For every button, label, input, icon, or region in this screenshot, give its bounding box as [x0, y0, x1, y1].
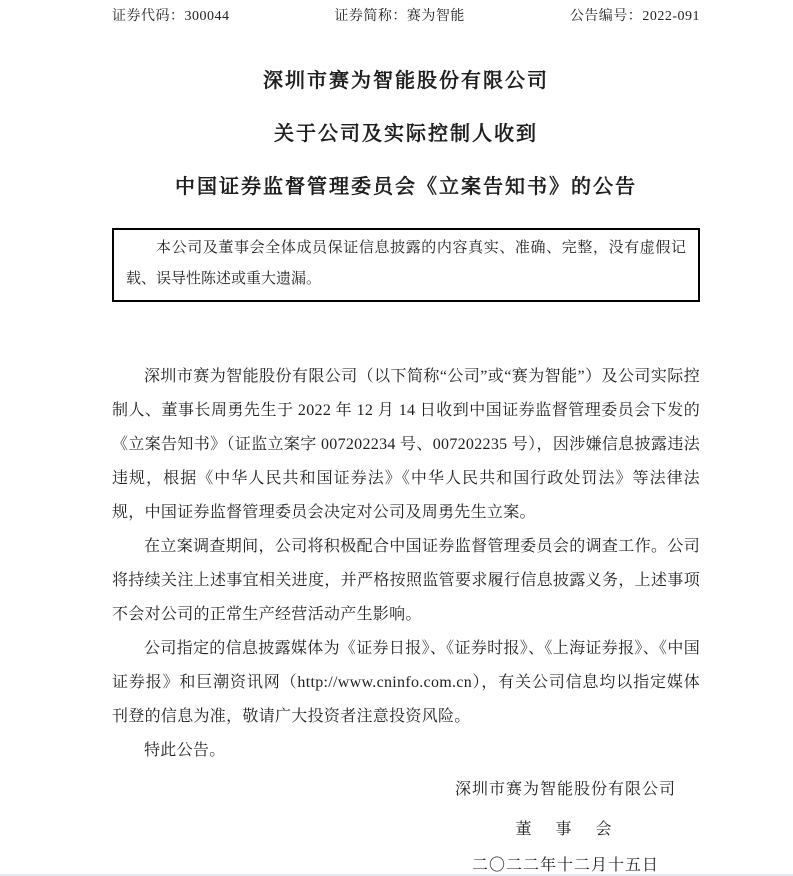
announcement-number-value: 2022-091 — [642, 9, 700, 24]
stock-code-label: 证券代码： — [112, 9, 185, 24]
document-header — [112, 8, 700, 26]
announcement-number-label: 公告编号： — [569, 9, 643, 24]
body-paragraph: 公司指定的信息披露媒体为《证券日报》、《证券时报》、《上海证券报》、《中国证券报》和巨潮资讯网（http://www.cninfo.com.cn），有关公司信息均以指定媒体刊登的信息为准，敬请广大投资者注意投资风险。 — [112, 640, 700, 725]
title-line-notice: 中国证券监督管理委员会《立案告知书》的公告 — [175, 176, 637, 198]
signature-company: 深圳市赛为智能股份有限公司 — [454, 781, 676, 798]
disclaimer-box — [112, 228, 700, 302]
signature-board: 董 事 会 — [515, 821, 616, 838]
stock-name — [334, 8, 465, 26]
body-paragraph: 深圳市赛为智能股份有限公司（以下简称“公司”或“赛为智能”）及公司实际控制人、董事长周勇先生于 2022 年 12 月 14 日收到中国证券监督管理委员会下发的《立案告知书》（证监立案字 007202234 号、007202235 号），因涉嫌信息披露违法违规，根据《中华人民共和国证券法》《中华人民共和国行政处罚法》等法律法规，中国证券监督管理委员会决定对公司及周勇先生立案。 — [112, 368, 700, 521]
body-paragraph: 在立案调查期间，公司将积极配合中国证券监督管理委员会的调查工作。公司将持续关注上述事宜相关进度，并严格按照监管要求履行信息披露义务，上述事项不会对公司的正常生产经营活动产生影响。 — [112, 538, 700, 623]
title-line-company: 深圳市赛为智能股份有限公司 — [263, 70, 549, 92]
signature-date: 二〇二二年十二月十五日 — [471, 857, 659, 874]
stock-name-value: 赛为智能 — [406, 9, 465, 24]
signature-block — [455, 774, 676, 876]
stock-code — [112, 8, 230, 26]
document-body — [112, 360, 700, 768]
announcement-number — [570, 8, 700, 26]
title-line-subject: 关于公司及实际控制人收到 — [274, 123, 538, 145]
stock-code-value: 300044 — [184, 9, 230, 24]
stock-name-label: 证券简称： — [334, 9, 407, 24]
disclaimer-text: 本公司及董事会全体成员保证信息披露的内容真实、准确、完整，没有虚假记载、误导性陈述或重大遗漏。 — [126, 240, 686, 287]
body-paragraph-closing: 特此公告。 — [144, 742, 226, 759]
document-title — [112, 70, 700, 198]
